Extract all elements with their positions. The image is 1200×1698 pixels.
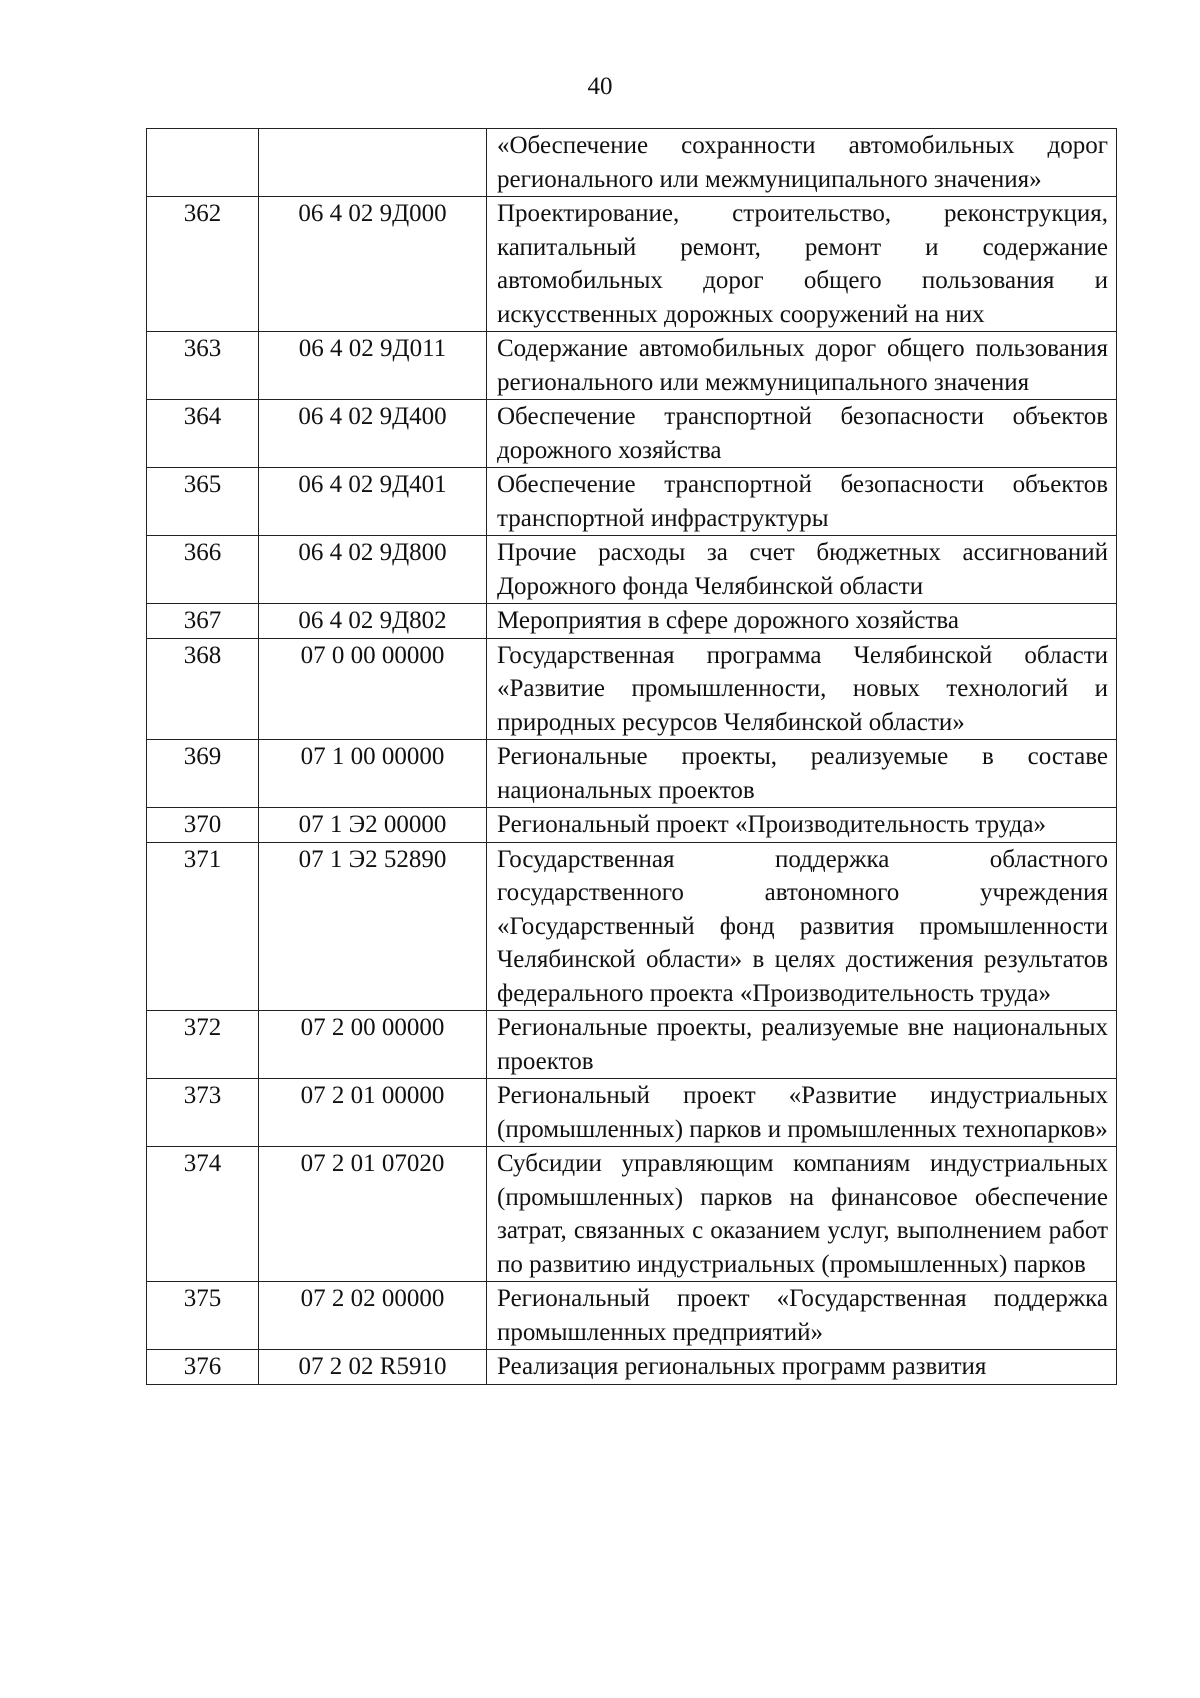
- row-number: 375: [147, 1282, 259, 1350]
- expense-description: Региональные проекты, реализуемые вне национальных проектов: [487, 1011, 1117, 1079]
- target-code: 07 2 02 R5910: [259, 1350, 487, 1385]
- expense-description: Региональный проект «Производительность труда»: [487, 808, 1117, 843]
- expense-description: Реализация региональных программ развития: [487, 1350, 1117, 1385]
- page-number: 40: [587, 73, 613, 100]
- table-row: [147, 740, 1117, 808]
- table-body: [147, 129, 1117, 1385]
- row-number: [147, 129, 259, 197]
- table-row: [147, 468, 1117, 536]
- target-code: 07 1 00 00000: [259, 740, 487, 808]
- target-code: 06 4 02 9Д011: [259, 332, 487, 400]
- table-row: [147, 536, 1117, 604]
- table-row: [147, 842, 1117, 1011]
- row-number: 366: [147, 536, 259, 604]
- row-number: 364: [147, 400, 259, 468]
- table-row: [147, 129, 1117, 197]
- expense-description: Субсидии управляющим компаниям индустриальных (промышленных) парков на финансовое обеспечение затрат, связанных с оказанием услуг, выполнением работ по развитию индустриальных (промышленных) парков: [487, 1147, 1117, 1282]
- expense-description: Прочие расходы за счет бюджетных ассигнований Дорожного фонда Челябинской области: [487, 536, 1117, 604]
- target-code: 06 4 02 9Д802: [259, 604, 487, 639]
- row-number: 365: [147, 468, 259, 536]
- target-code: 07 2 00 00000: [259, 1011, 487, 1079]
- target-code: 07 2 01 00000: [259, 1079, 487, 1147]
- table-row: [147, 604, 1117, 639]
- target-code: 07 2 01 07020: [259, 1147, 487, 1282]
- table-row: [147, 1282, 1117, 1350]
- table-row: [147, 400, 1117, 468]
- target-code: 07 0 00 00000: [259, 638, 487, 740]
- row-number: 369: [147, 740, 259, 808]
- table-row: [147, 808, 1117, 843]
- budget-classification-table: [146, 128, 1117, 1385]
- expense-description: Региональный проект «Государственная поддержка промышленных предприятий»: [487, 1282, 1117, 1350]
- row-number: 373: [147, 1079, 259, 1147]
- expense-description: Содержание автомобильных дорог общего пользования регионального или межмуниципального значения: [487, 332, 1117, 400]
- row-number: 368: [147, 638, 259, 740]
- row-number: 372: [147, 1011, 259, 1079]
- row-number: 371: [147, 842, 259, 1011]
- table-row: [147, 1011, 1117, 1079]
- expense-description: Обеспечение транспортной безопасности объектов дорожного хозяйства: [487, 400, 1117, 468]
- table-row: [147, 332, 1117, 400]
- row-number: 362: [147, 197, 259, 332]
- row-number: 363: [147, 332, 259, 400]
- table-row: [147, 197, 1117, 332]
- table-row: [147, 1079, 1117, 1147]
- row-number: 367: [147, 604, 259, 639]
- target-code: 07 1 Э2 00000: [259, 808, 487, 843]
- target-code: 07 1 Э2 52890: [259, 842, 487, 1011]
- expense-description: Государственная поддержка областного государственного автономного учреждения «Государственный фонд развития промышленности Челябинской области» в целях достижения результатов федерального проекта «Производительность труда»: [487, 842, 1117, 1011]
- table-row: [147, 1147, 1117, 1282]
- target-code: 06 4 02 9Д800: [259, 536, 487, 604]
- target-code: 07 2 02 00000: [259, 1282, 487, 1350]
- expense-description: Государственная программа Челябинской области «Развитие промышленности, новых технологий и природных ресурсов Челябинской области»: [487, 638, 1117, 740]
- expense-description: Региональный проект «Развитие индустриальных (промышленных) парков и промышленных технопарков»: [487, 1079, 1117, 1147]
- row-number: 370: [147, 808, 259, 843]
- expense-description: «Обеспечение сохранности автомобильных дорог регионального или межмуниципального значения»: [487, 129, 1117, 197]
- target-code: [259, 129, 487, 197]
- expense-description: Проектирование, строительство, реконструкция, капитальный ремонт, ремонт и содержание автомобильных дорог общего пользования и искусственных дорожных сооружений на них: [487, 197, 1117, 332]
- expense-description: Обеспечение транспортной безопасности объектов транспортной инфраструктуры: [487, 468, 1117, 536]
- target-code: 06 4 02 9Д000: [259, 197, 487, 332]
- expense-description: Мероприятия в сфере дорожного хозяйства: [487, 604, 1117, 639]
- row-number: 374: [147, 1147, 259, 1282]
- row-number: 376: [147, 1350, 259, 1385]
- table-row: [147, 638, 1117, 740]
- target-code: 06 4 02 9Д400: [259, 400, 487, 468]
- expense-description: Региональные проекты, реализуемые в составе национальных проектов: [487, 740, 1117, 808]
- target-code: 06 4 02 9Д401: [259, 468, 487, 536]
- table-row: [147, 1350, 1117, 1385]
